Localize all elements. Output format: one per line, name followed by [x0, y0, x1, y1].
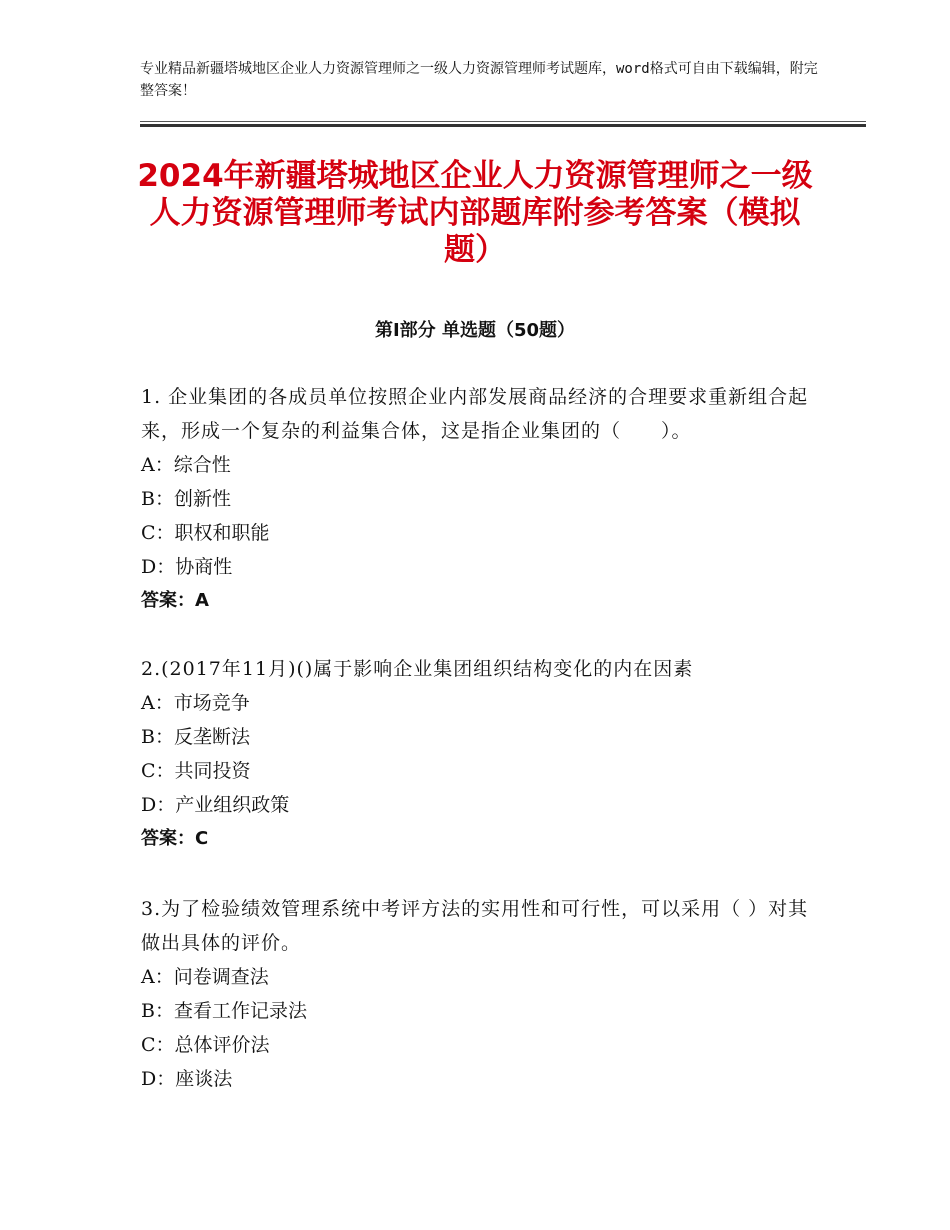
option-a: A：市场竞争: [141, 692, 250, 714]
document-title: 2024年新疆塔城地区企业人力资源管理师之一级人力资源管理师考试内部题库附参考答案（模拟题）: [137, 158, 813, 268]
answer: 答案：A: [141, 590, 209, 611]
option-c: C：共同投资: [141, 760, 251, 782]
answer: 答案：C: [141, 828, 209, 849]
section-heading: 第Ⅰ部分 单选题（50题）: [374, 320, 575, 341]
header-divider-thin: [140, 121, 866, 122]
question-2: [141, 652, 811, 856]
option-c: C：总体评价法: [141, 1034, 270, 1056]
option-b: B：创新性: [141, 488, 231, 510]
question-3: [141, 892, 811, 1096]
question-stem: 1. 企业集团的各成员单位按照企业内部发展商品经济的合理要求重新组合起来，形成一个复杂的利益集合体，这是指企业集团的（ ）。: [141, 386, 809, 442]
option-d: D：产业组织政策: [141, 794, 290, 816]
option-d: D：座谈法: [141, 1068, 233, 1090]
question-1: [141, 380, 811, 618]
option-a: A：问卷调查法: [141, 966, 269, 988]
option-a: A：综合性: [141, 454, 231, 476]
option-b: B：反垄断法: [141, 726, 250, 748]
option-b: B：查看工作记录法: [141, 1000, 307, 1022]
question-stem: 2.(2017年11月)()属于影响企业集团组织结构变化的内在因素: [141, 658, 694, 680]
option-d: D：协商性: [141, 556, 233, 578]
header-note: 专业精品新疆塔城地区企业人力资源管理师之一级人力资源管理师考试题库，word格式可自由下载编辑，附完整答案！: [140, 61, 818, 99]
option-c: C：职权和职能: [141, 522, 270, 544]
header-divider-thick: [140, 124, 866, 127]
question-stem: 3.为了检验绩效管理系统中考评方法的实用性和可行性，可以采用（ ）对其做出具体的评价。: [141, 898, 809, 954]
